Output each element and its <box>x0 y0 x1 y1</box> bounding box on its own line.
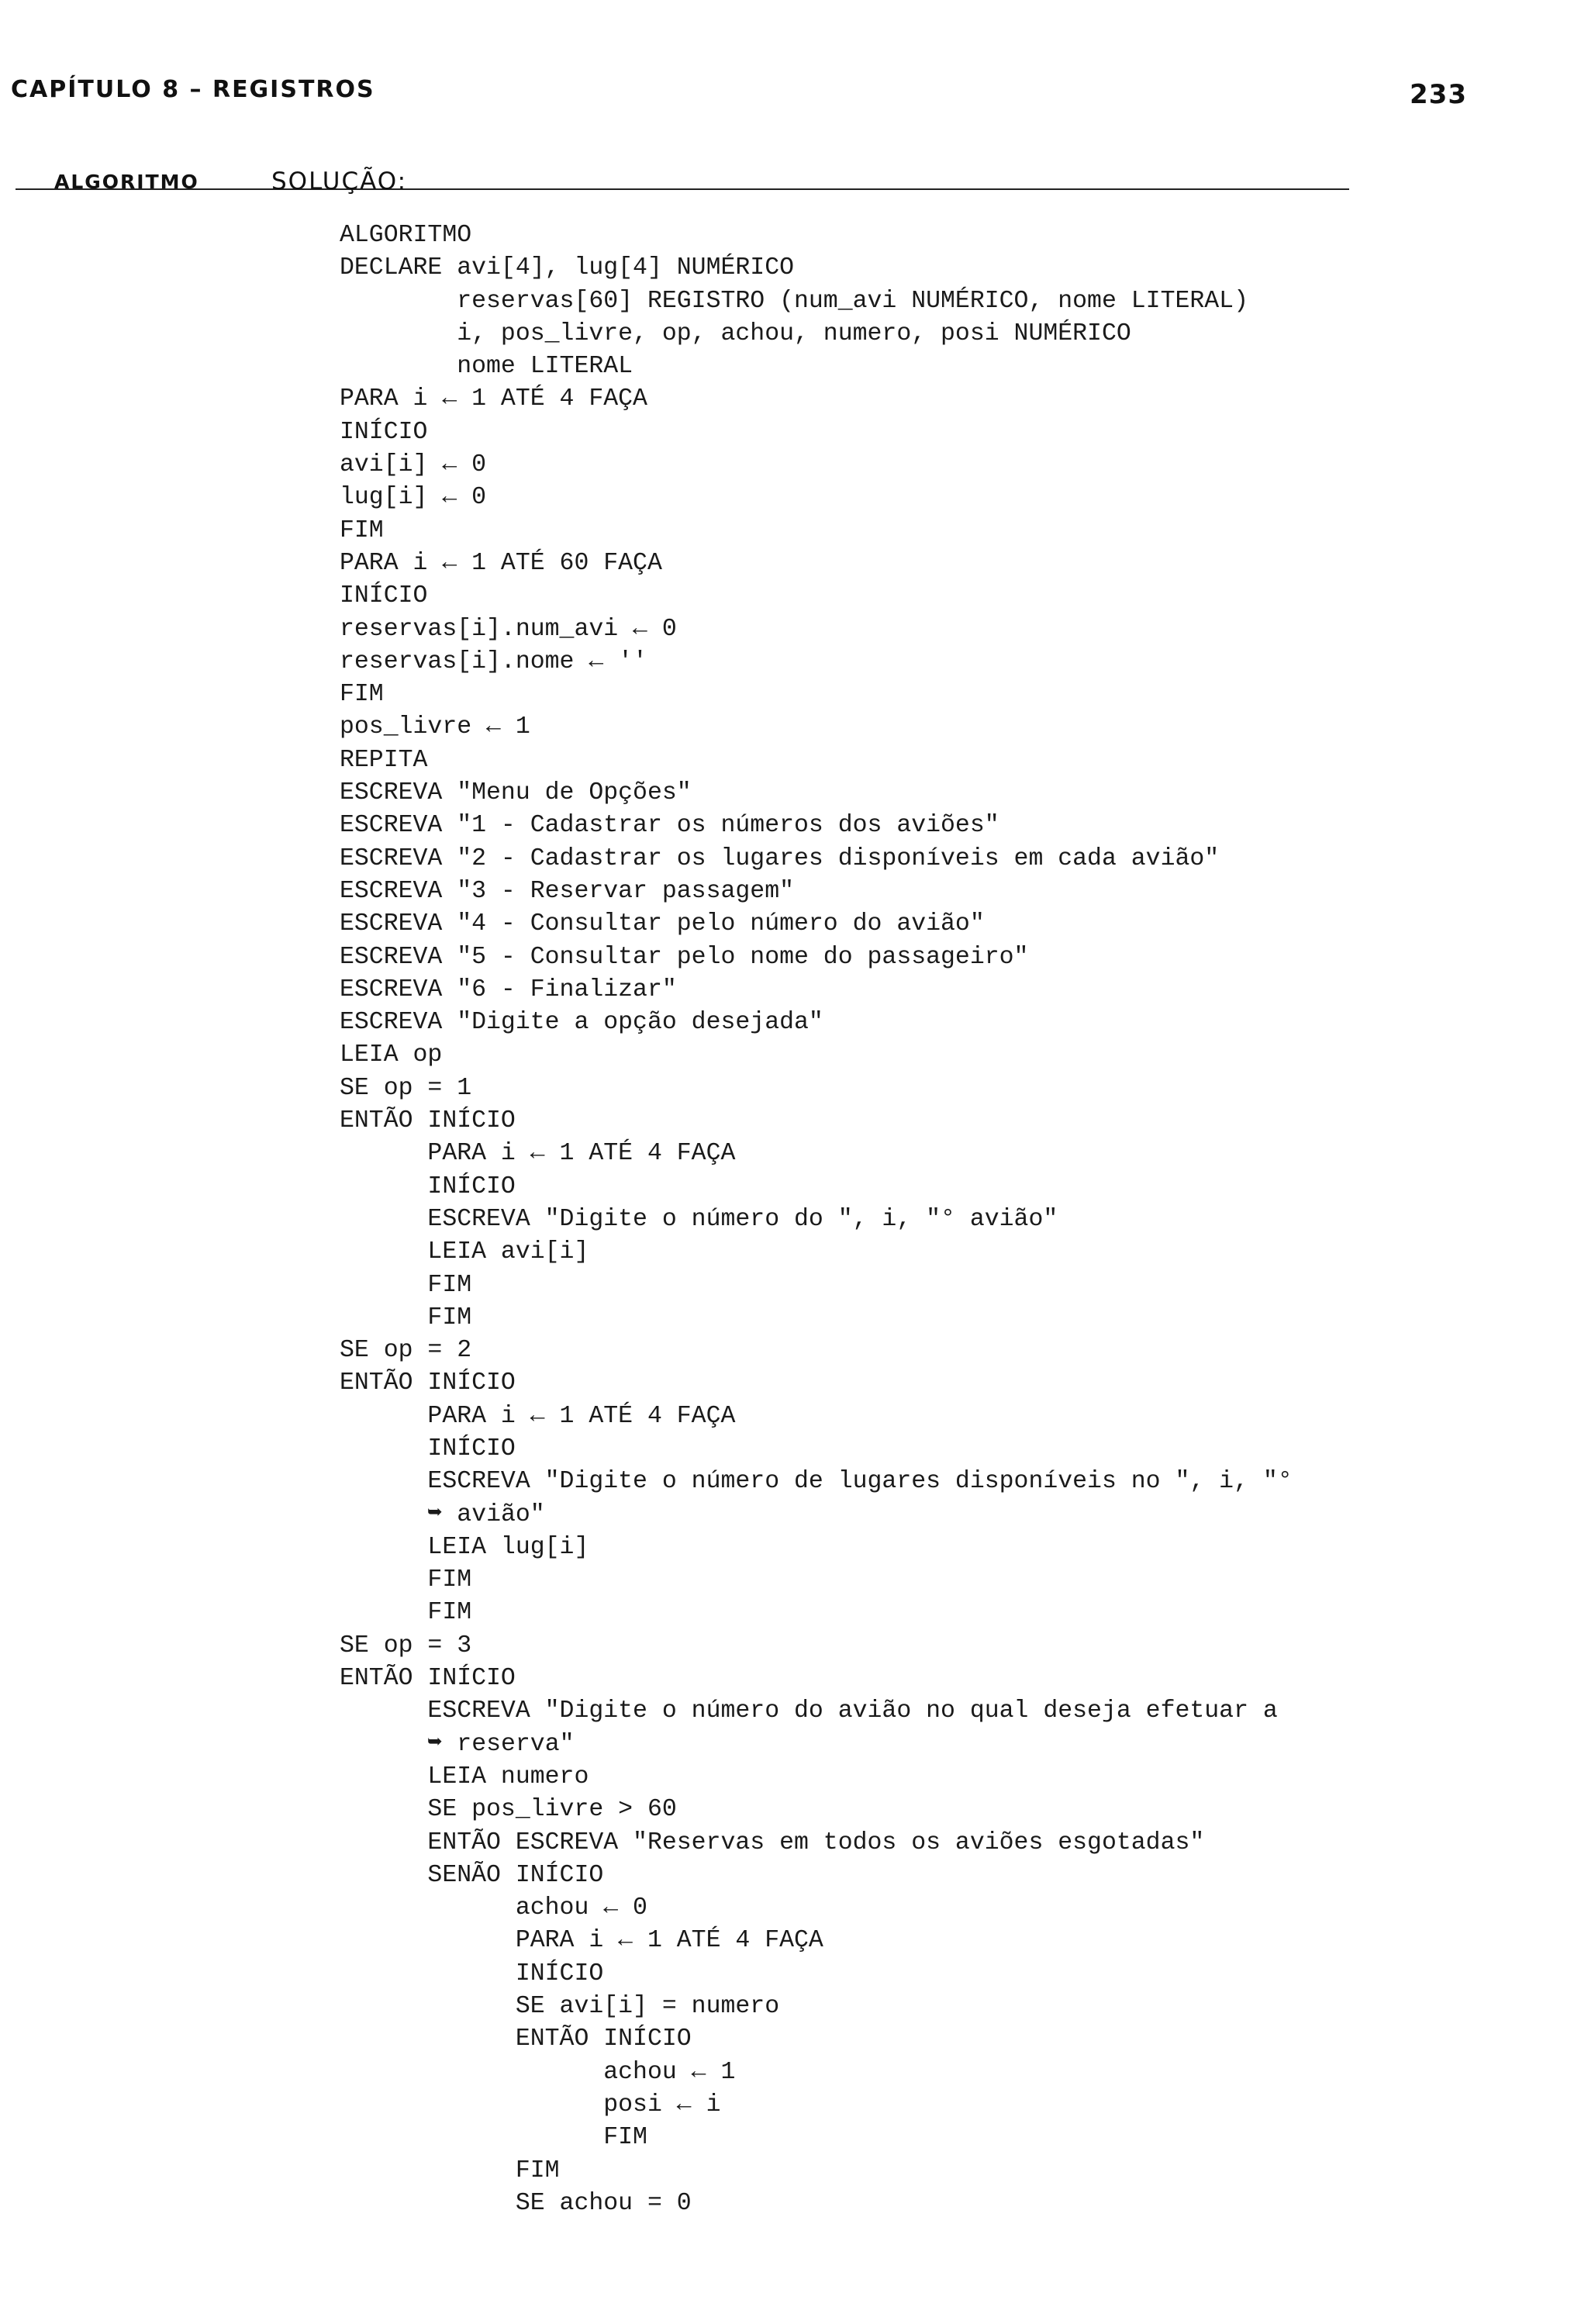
code-line: PARA i ← 1 ATÉ 4 FAÇA <box>340 385 647 413</box>
code-line: DECLARE avi[4], lug[4] NUMÉRICO <box>340 254 794 282</box>
code-line: FIM <box>340 2124 647 2152</box>
code-line: ESCREVA "Digite a opção desejada" <box>340 1009 823 1037</box>
code-line: SE op = 2 <box>340 1337 472 1365</box>
code-line: reservas[i].num_avi ← 0 <box>340 615 677 643</box>
code-line: ESCREVA "Digite o número de lugares disponíveis no ", i, "° <box>340 1468 1293 1496</box>
code-line: ENTÃO INÍCIO <box>340 1369 516 1397</box>
code-line: ESCREVA "2 - Cadastrar os lugares disponíveis em cada avião" <box>340 844 1220 872</box>
code-line: ➥ avião" <box>340 1500 545 1528</box>
code-line: pos_livre ← 1 <box>340 713 530 741</box>
code-line: ENTÃO INÍCIO <box>340 2025 692 2053</box>
code-line: INÍCIO <box>340 418 428 446</box>
code-line: ESCREVA "3 - Reservar passagem" <box>340 877 794 905</box>
code-line: ESCREVA "Digite o número do ", i, "° avião" <box>340 1205 1058 1233</box>
code-line: reservas[i].nome ← '' <box>340 647 647 675</box>
code-line: PARA i ← 1 ATÉ 4 FAÇA <box>340 1140 736 1168</box>
code-line: LEIA avi[i] <box>340 1238 589 1266</box>
code-line: achou ← 0 <box>340 1894 647 1922</box>
algorithm-section-label: ALGORITMO <box>54 171 199 193</box>
code-line: SENÃO INÍCIO <box>340 1861 604 1889</box>
code-line: LEIA lug[i] <box>340 1533 589 1561</box>
code-line: SE op = 1 <box>340 1074 472 1102</box>
code-line: PARA i ← 1 ATÉ 60 FAÇA <box>340 549 662 577</box>
code-line: SE avi[i] = numero <box>340 1993 780 2021</box>
code-line: SE op = 3 <box>340 1632 472 1659</box>
code-line: LEIA op <box>340 1041 443 1069</box>
code-line: ALGORITMO <box>340 222 472 249</box>
code-line: FIM <box>340 1304 472 1331</box>
code-line: achou ← 1 <box>340 2058 736 2086</box>
code-line: FIM <box>340 1566 472 1594</box>
code-line: ESCREVA "6 - Finalizar" <box>340 976 677 1003</box>
code-line: LEIA numero <box>340 1763 589 1790</box>
code-line: ➥ reserva" <box>340 1730 575 1758</box>
code-line: ENTÃO ESCREVA "Reservas em todos os aviões esgotadas" <box>340 1828 1205 1856</box>
code-line: INÍCIO <box>340 1960 604 1987</box>
solution-label: SOLUÇÃO: <box>271 167 408 195</box>
code-line: ENTÃO INÍCIO <box>340 1665 516 1693</box>
algorithm-code-block <box>340 219 1503 2220</box>
code-line: avi[i] ← 0 <box>340 451 487 479</box>
code-line: ESCREVA "1 - Cadastrar os números dos aviões" <box>340 812 999 840</box>
code-line: INÍCIO <box>340 1172 516 1200</box>
code-line: ESCREVA "4 - Consultar pelo número do avião" <box>340 910 985 938</box>
code-line: FIM <box>340 1599 472 1627</box>
header-rule <box>16 188 1349 190</box>
code-line: FIM <box>340 681 384 709</box>
page-number: 233 <box>1410 79 1467 110</box>
code-line: posi ← i <box>340 2091 721 2119</box>
code-line: FIM <box>340 2157 560 2184</box>
code-line: SE achou = 0 <box>340 2189 692 2217</box>
code-line: FIM <box>340 516 384 544</box>
chapter-title: CAPÍTULO 8 – REGISTROS <box>11 76 375 103</box>
code-line: lug[i] ← 0 <box>340 484 487 512</box>
code-line: i, pos_livre, op, achou, numero, posi NUMÉRICO <box>340 319 1131 347</box>
code-line: reservas[60] REGISTRO (num_avi NUMÉRICO, nome LITERAL) <box>340 287 1248 315</box>
code-line: PARA i ← 1 ATÉ 4 FAÇA <box>340 1402 736 1430</box>
code-line: nome LITERAL <box>340 353 633 381</box>
code-line: FIM <box>340 1271 472 1299</box>
code-line: REPITA <box>340 746 428 774</box>
code-line: ENTÃO INÍCIO <box>340 1107 516 1135</box>
page-header <box>8 76 1497 123</box>
code-line: INÍCIO <box>340 1435 516 1462</box>
code-line: PARA i ← 1 ATÉ 4 FAÇA <box>340 1927 823 1955</box>
code-line: ESCREVA "Menu de Opções" <box>340 779 692 807</box>
code-line: ESCREVA "5 - Consultar pelo nome do passageiro" <box>340 943 1029 971</box>
code-line: SE pos_livre > 60 <box>340 1796 677 1824</box>
code-line: ESCREVA "Digite o número do avião no qual deseja efetuar a <box>340 1697 1278 1725</box>
code-line: INÍCIO <box>340 582 428 610</box>
